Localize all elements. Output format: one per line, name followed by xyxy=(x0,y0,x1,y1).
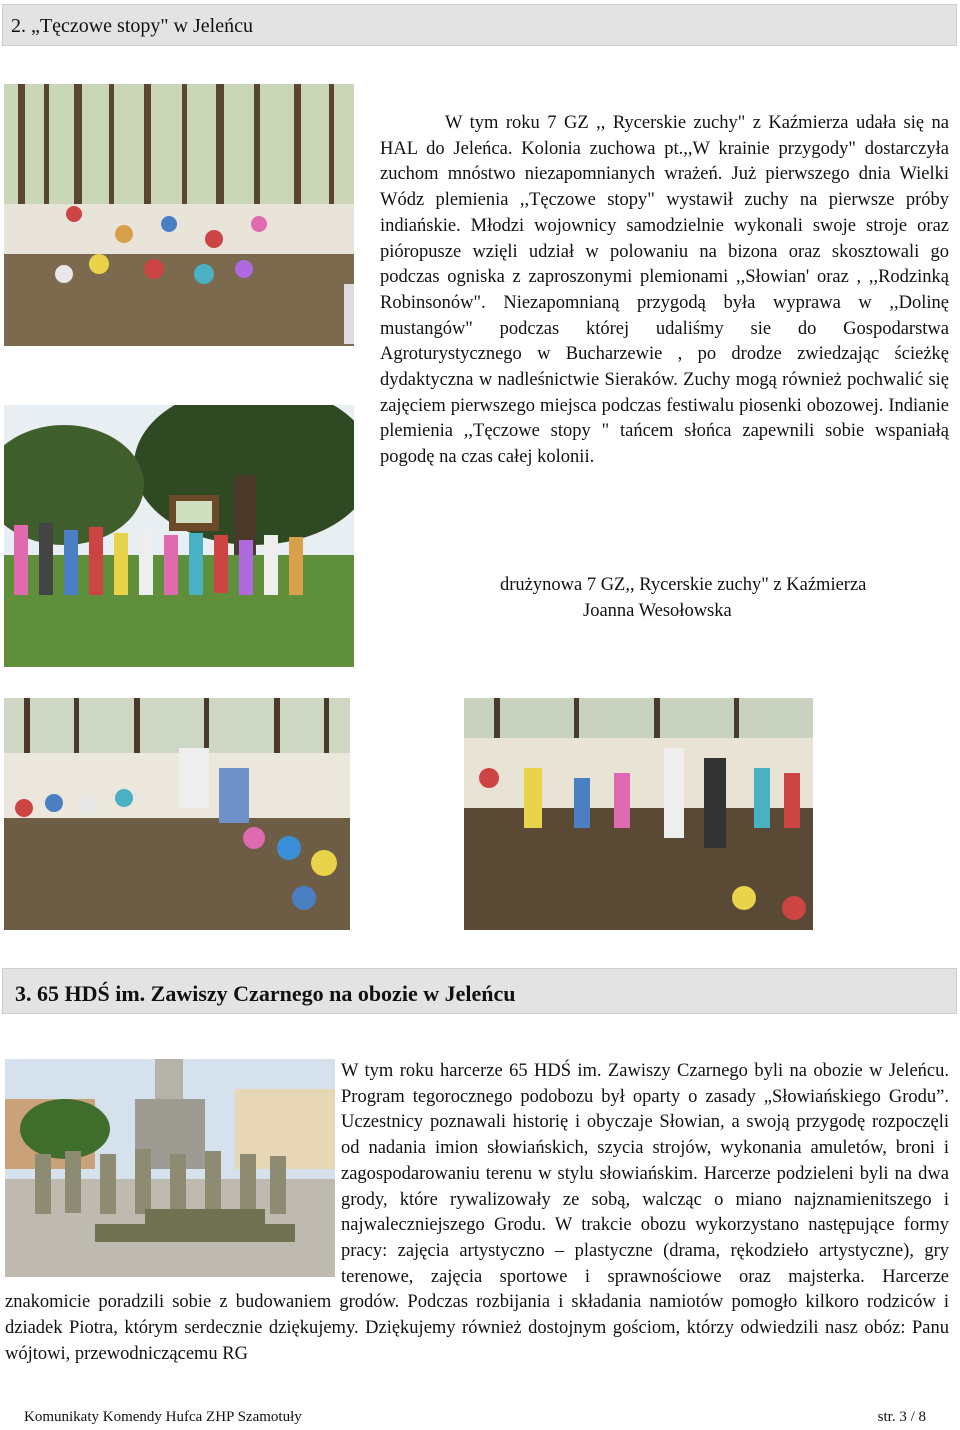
footer-publication-title: Komunikaty Komendy Hufca ZHP Szamotuły xyxy=(24,1409,302,1425)
page-footer xyxy=(24,1409,926,1426)
article-paragraph-teczowe-stopy: W tym roku 7 GZ ,, Rycerskie zuchy" z Kaźmierza udała się na HAL do Jeleńca. Kolonia zuchowa pt.,,W krainie przygody" dostarczyła zuchom mnóstwo niezapomnianych wrażeń. Już pierwszego dnia Wielki Wódz plemienia ,,Tęczowe stopy" wystawił zuchy na pierwsze próby indiańskie. Młodzi wojownicy samodzielnie wykonali swoje stroje oraz pióropusze wzięli udział w polowaniu na bizona oraz skosztowali go podczas ogniska z zaproszonymi plemionami ,,Słowian' oraz , ,,Rodzinką Robinsonów". Niezapomnianą przygodą była wyprawa w ,,Dolinę mustangów" podczas której udaliśmy sie do Gospodarstwa Agroturystycznego w Bucharzewie , po drodze zwiedzając ścieżkę dydaktyczna w nadleśnictwie Sieraków. Zuchy mogą również pochwalić się zajęciem pierwszego miejsca podczas festiwalu piosenki obozowej. Indianie plemienia ,,Tęczowe stopy " tańcem słońca zapewnili sobie wspaniałą pogodę na czas całej kolonii. xyxy=(380,113,949,468)
article-section-65-hds xyxy=(5,1059,949,1367)
photo-scouts-monument xyxy=(5,1059,335,1277)
photo-indian-dance xyxy=(464,698,813,930)
page-number: str. 3 / 8 xyxy=(877,1409,926,1425)
signature-name: Joanna Wesołowska xyxy=(583,600,732,621)
section-heading-teczowe-stopy: 2. „Tęczowe stopy" w Jeleńcu xyxy=(2,4,957,46)
photo-group-forest-camp xyxy=(4,84,354,346)
photo-guests-seated xyxy=(4,698,350,930)
photo-group-park xyxy=(4,405,354,667)
signature-block xyxy=(500,573,950,624)
article-paragraph-65-hds: W tym roku harcerze 65 HDŚ im. Zawiszy Czarnego byli na obozie w Jeleńcu. Program tegorocznego podobozu był oparty o zasady „Słowiańskiego Grodu”. Uczestnicy poznawali historię i obyczaje Słowian, a swoją przygodę rozpoczęli od nadania imion słowiańskich, szycia strojów, wykonania amuletów, broni i zagospodarowaniu terenu w stylu słowiańskim. Harcerze podzieleni byli na dwa grody, które rywalizowały ze sobą, walcząc o miano najznamienitszego i najwaleczniejszego Grodu. W trakcie obozu wykorzystano następujące formy pracy: zajęcia artystyczno – plastyczne (drama, rękodzieło artystyczne), gry terenowe, zajęcia sportowe i sprawnościowe oraz majsterka. Harcerze znakomicie poradzili sobie z budowaniem grodów. Podczas rozbijania i składania namiotów pomogło kilkoro rodziców i dziadek Piotra, którym serdecznie dziękujemy. Dziękujemy również dostojnym gościom, którzy odwiedzili nasz obóz: Panu wójtowi, przewodniczącemu RG xyxy=(5,1061,949,1364)
section-heading-65-hds: 3. 65 HDŚ im. Zawiszy Czarnego na obozie w Jeleńcu xyxy=(2,968,957,1014)
signature-role: drużynowa 7 GZ,, Rycerskie zuchy" z Kaźmierza xyxy=(500,575,867,595)
